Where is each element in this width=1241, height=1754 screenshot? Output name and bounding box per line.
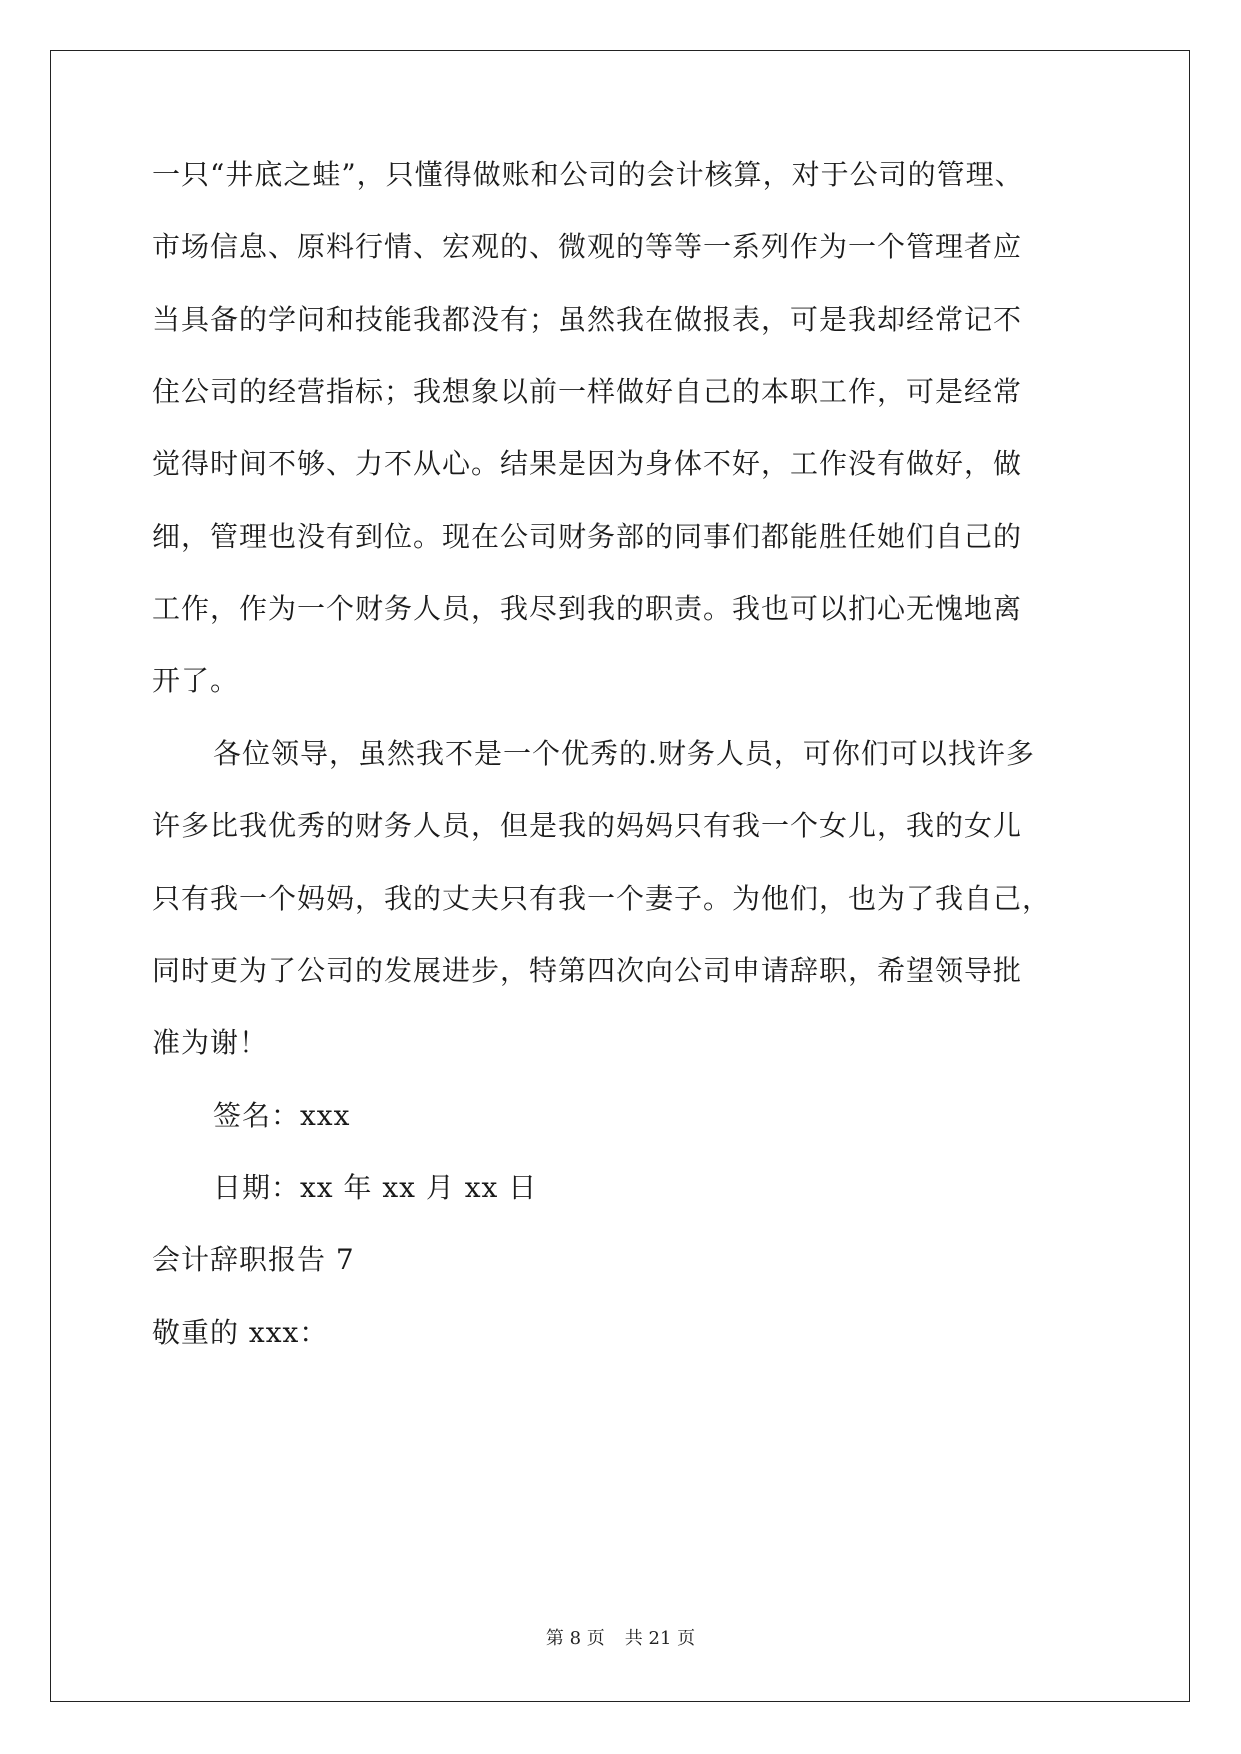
paragraph-line: 各位领导，虽然我不是一个优秀的.财务人员，可你们可以找许多 bbox=[213, 737, 1035, 770]
paragraph-line: 准为谢！ bbox=[152, 1026, 269, 1059]
signature-line: 签名：xxx bbox=[213, 1099, 351, 1132]
paragraph-line: 一只“井底之蛙”，只懂得做账和公司的会计核算，对于公司的管理、 bbox=[152, 158, 1024, 191]
salutation-line: 敬重的 xxx： bbox=[152, 1316, 329, 1349]
section-heading: 会计辞职报告 7 bbox=[152, 1243, 355, 1276]
paragraph-line: 开了。 bbox=[152, 664, 240, 697]
paragraph-line: 当具备的学问和技能我都没有；虽然我在做报表，可是我却经常记不 bbox=[152, 303, 1023, 336]
paragraph-line: 市场信息、原料行情、宏观的、微观的等等一系列作为一个管理者应 bbox=[152, 230, 1023, 263]
paragraph-line: 只有我一个妈妈，我的丈夫只有我一个妻子。为他们，也为了我自己， bbox=[152, 882, 1052, 915]
paragraph-line: 住公司的经营指标；我想象以前一样做好自己的本职工作，可是经常 bbox=[152, 375, 1023, 408]
page-total: 共 21 页 bbox=[624, 1628, 696, 1649]
page-border bbox=[50, 50, 1190, 1702]
page-footer bbox=[0, 1627, 1241, 1651]
page-number: 第 8 页 bbox=[545, 1628, 605, 1649]
paragraph-line: 同时更为了公司的发展进步，特第四次向公司申请辞职，希望领导批 bbox=[152, 954, 1023, 987]
paragraph-line: 许多比我优秀的财务人员，但是我的妈妈只有我一个女儿，我的女儿 bbox=[152, 809, 1023, 842]
date-line: 日期：xx 年 xx 月 xx 日 bbox=[213, 1171, 538, 1204]
paragraph-line: 觉得时间不够、力不从心。结果是因为身体不好，工作没有做好，做 bbox=[152, 447, 1023, 480]
paragraph-line: 工作，作为一个财务人员，我尽到我的职责。我也可以扪心无愧地离 bbox=[152, 592, 1023, 625]
paragraph-line: 细，管理也没有到位。现在公司财务部的同事们都能胜任她们自己的 bbox=[152, 520, 1023, 553]
